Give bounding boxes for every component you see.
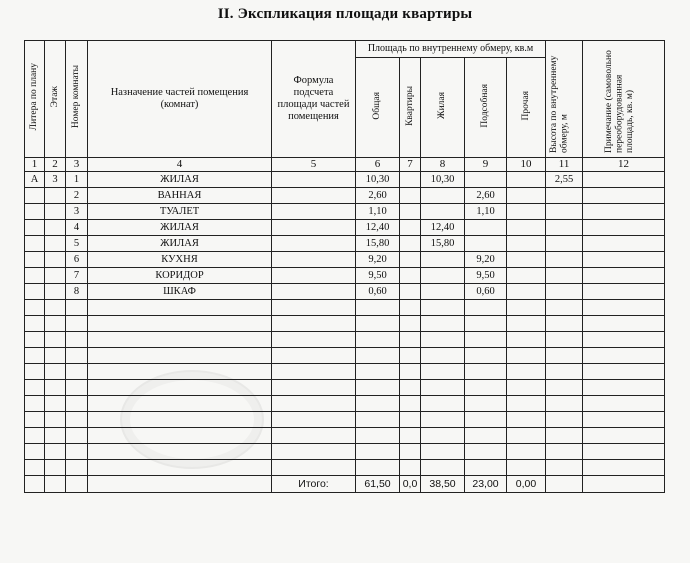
empty-cell (66, 460, 88, 476)
empty-cell (88, 460, 272, 476)
empty-cell (400, 412, 421, 428)
header-podsobnaya: Подсобная (465, 58, 507, 158)
cell-formula (272, 284, 356, 300)
cell-litera (25, 204, 45, 220)
cell-prochaya (507, 204, 546, 220)
empty-cell (465, 396, 507, 412)
totals-row (25, 476, 665, 493)
empty-cell (356, 428, 400, 444)
cell-zhilaya (421, 204, 465, 220)
empty-cell (66, 380, 88, 396)
column-number-row (25, 158, 665, 172)
empty-cell (421, 332, 465, 348)
empty-cell (45, 428, 66, 444)
cell-vysota (546, 284, 583, 300)
empty-cell (272, 412, 356, 428)
header-vysota: Высота по внутреннему обмеру, м (546, 41, 583, 158)
empty-cell (88, 300, 272, 316)
cell-prochaya (507, 268, 546, 284)
empty-cell (272, 380, 356, 396)
empty-cell (88, 396, 272, 412)
empty-cell (25, 364, 45, 380)
empty-row (25, 316, 665, 332)
cell-kvartiry (400, 172, 421, 188)
empty-cell (507, 396, 546, 412)
header-litera: Литера по плану (25, 41, 45, 158)
empty-row (25, 380, 665, 396)
empty-cell (421, 444, 465, 460)
cell-formula (272, 204, 356, 220)
header-ploshad-group: Площадь по внутреннему обмеру, кв.м (356, 41, 546, 58)
empty-cell (25, 412, 45, 428)
cell-prochaya (507, 172, 546, 188)
empty-cell (66, 348, 88, 364)
table-row (25, 284, 665, 300)
empty-cell (25, 300, 45, 316)
cell-obshaya: 12,40 (356, 220, 400, 236)
empty-cell (421, 460, 465, 476)
cell-naznachenie: ЖИЛАЯ (88, 172, 272, 188)
empty-cell (400, 332, 421, 348)
empty-cell (356, 348, 400, 364)
empty-cell (88, 316, 272, 332)
cell-nomer: 8 (66, 284, 88, 300)
empty-cell (583, 380, 665, 396)
cell-primechanie (583, 284, 665, 300)
total-kvartiry: 0,0 (400, 476, 421, 493)
empty-cell (421, 428, 465, 444)
empty-cell (507, 380, 546, 396)
cell-formula (272, 268, 356, 284)
empty-cell (583, 348, 665, 364)
empty-row (25, 332, 665, 348)
empty-cell (546, 348, 583, 364)
cell-obshaya: 9,20 (356, 252, 400, 268)
cell-litera (25, 188, 45, 204)
empty-cell (400, 316, 421, 332)
empty-cell (356, 380, 400, 396)
empty-cell (421, 396, 465, 412)
empty-cell (25, 332, 45, 348)
empty-cell (88, 364, 272, 380)
cell-zhilaya (421, 284, 465, 300)
empty-cell (583, 300, 665, 316)
empty-cell (507, 364, 546, 380)
empty-cell (66, 396, 88, 412)
empty-cell (356, 396, 400, 412)
empty-cell (507, 332, 546, 348)
empty-cell (507, 428, 546, 444)
col-number: 12 (583, 158, 665, 172)
empty-cell (421, 412, 465, 428)
col-number: 3 (66, 158, 88, 172)
cell-zhilaya: 12,40 (421, 220, 465, 236)
cell-podsobnaya: 0,60 (465, 284, 507, 300)
header-naznachenie: Назначение частей помещения (комнат) (88, 41, 272, 158)
table-row (25, 268, 665, 284)
total-obshaya: 61,50 (356, 476, 400, 493)
page-title: II. Экспликация площади квартиры (217, 6, 473, 22)
cell-vysota (546, 220, 583, 236)
empty-cell (45, 348, 66, 364)
empty-cell (507, 316, 546, 332)
empty-cell (583, 332, 665, 348)
cell-zhilaya: 15,80 (421, 236, 465, 252)
empty-cell (272, 460, 356, 476)
cell-prochaya (507, 236, 546, 252)
cell-kvartiry (400, 236, 421, 252)
empty-cell (272, 332, 356, 348)
cell-naznachenie: ВАННАЯ (88, 188, 272, 204)
empty-cell (465, 348, 507, 364)
cell-formula (272, 236, 356, 252)
cell-primechanie (583, 236, 665, 252)
cell-kvartiry (400, 188, 421, 204)
empty-cell (45, 332, 66, 348)
cell-formula (272, 172, 356, 188)
empty-cell (25, 380, 45, 396)
empty-cell (88, 476, 272, 493)
table-row (25, 188, 665, 204)
cell-obshaya: 0,60 (356, 284, 400, 300)
empty-cell (272, 364, 356, 380)
empty-cell (465, 364, 507, 380)
empty-cell (66, 428, 88, 444)
empty-cell (25, 428, 45, 444)
cell-litera (25, 236, 45, 252)
cell-vysota (546, 188, 583, 204)
table-row (25, 204, 665, 220)
empty-cell (356, 444, 400, 460)
empty-cell (25, 348, 45, 364)
cell-prochaya (507, 252, 546, 268)
empty-cell (421, 348, 465, 364)
empty-cell (66, 364, 88, 380)
empty-cell (583, 476, 665, 493)
cell-obshaya: 10,30 (356, 172, 400, 188)
header-nomer: Номер комнаты (66, 41, 88, 158)
empty-cell (400, 380, 421, 396)
cell-naznachenie: ШКАФ (88, 284, 272, 300)
empty-cell (421, 380, 465, 396)
empty-cell (45, 364, 66, 380)
cell-podsobnaya: 9,20 (465, 252, 507, 268)
empty-cell (546, 300, 583, 316)
empty-cell (45, 300, 66, 316)
cell-litera (25, 268, 45, 284)
cell-podsobnaya: 9,50 (465, 268, 507, 284)
cell-nomer: 2 (66, 188, 88, 204)
empty-cell (45, 444, 66, 460)
cell-podsobnaya (465, 172, 507, 188)
empty-cell (272, 396, 356, 412)
cell-primechanie (583, 172, 665, 188)
empty-cell (356, 364, 400, 380)
cell-etazh (45, 236, 66, 252)
empty-cell (88, 348, 272, 364)
empty-row (25, 428, 665, 444)
empty-cell (356, 300, 400, 316)
empty-cell (507, 460, 546, 476)
empty-cell (25, 460, 45, 476)
cell-primechanie (583, 188, 665, 204)
header-prochaya: Прочая (507, 58, 546, 158)
cell-zhilaya: 10,30 (421, 172, 465, 188)
cell-primechanie (583, 220, 665, 236)
empty-cell (356, 332, 400, 348)
cell-litera (25, 252, 45, 268)
empty-cell (272, 444, 356, 460)
empty-cell (400, 300, 421, 316)
empty-cell (88, 444, 272, 460)
empty-cell (465, 316, 507, 332)
cell-primechanie (583, 268, 665, 284)
empty-cell (507, 412, 546, 428)
total-prochaya: 0,00 (507, 476, 546, 493)
empty-cell (400, 428, 421, 444)
cell-zhilaya (421, 188, 465, 204)
cell-etazh (45, 220, 66, 236)
empty-cell (45, 380, 66, 396)
cell-podsobnaya: 1,10 (465, 204, 507, 220)
cell-kvartiry (400, 268, 421, 284)
empty-cell (421, 364, 465, 380)
col-number: 1 (25, 158, 45, 172)
col-number: 10 (507, 158, 546, 172)
empty-cell (66, 476, 88, 493)
total-zhilaya: 38,50 (421, 476, 465, 493)
cell-nomer: 7 (66, 268, 88, 284)
empty-cell (465, 444, 507, 460)
table-row (25, 236, 665, 252)
empty-cell (25, 396, 45, 412)
cell-naznachenie: ЖИЛАЯ (88, 236, 272, 252)
col-number: 9 (465, 158, 507, 172)
empty-cell (400, 460, 421, 476)
empty-cell (546, 332, 583, 348)
empty-cell (465, 380, 507, 396)
header-obshaya: Общая (356, 58, 400, 158)
empty-cell (272, 300, 356, 316)
empty-cell (25, 476, 45, 493)
empty-cell (465, 412, 507, 428)
empty-row (25, 444, 665, 460)
empty-cell (583, 428, 665, 444)
empty-cell (546, 412, 583, 428)
col-number: 8 (421, 158, 465, 172)
empty-cell (465, 332, 507, 348)
cell-prochaya (507, 284, 546, 300)
empty-cell (546, 476, 583, 493)
empty-cell (400, 364, 421, 380)
empty-cell (356, 412, 400, 428)
cell-podsobnaya (465, 236, 507, 252)
empty-cell (507, 300, 546, 316)
empty-row (25, 348, 665, 364)
empty-cell (546, 444, 583, 460)
cell-obshaya: 15,80 (356, 236, 400, 252)
empty-cell (583, 444, 665, 460)
cell-etazh (45, 252, 66, 268)
col-number: 11 (546, 158, 583, 172)
cell-primechanie (583, 204, 665, 220)
cell-podsobnaya: 2,60 (465, 188, 507, 204)
col-number: 5 (272, 158, 356, 172)
cell-prochaya (507, 188, 546, 204)
cell-zhilaya (421, 268, 465, 284)
cell-nomer: 3 (66, 204, 88, 220)
table-row (25, 252, 665, 268)
cell-vysota (546, 204, 583, 220)
cell-etazh (45, 204, 66, 220)
empty-cell (272, 428, 356, 444)
empty-cell (583, 316, 665, 332)
empty-cell (583, 412, 665, 428)
cell-formula (272, 220, 356, 236)
empty-cell (88, 380, 272, 396)
empty-cell (356, 316, 400, 332)
empty-row (25, 300, 665, 316)
cell-kvartiry (400, 284, 421, 300)
empty-cell (507, 444, 546, 460)
empty-cell (66, 316, 88, 332)
total-podsobnaya: 23,00 (465, 476, 507, 493)
empty-cell (546, 316, 583, 332)
header-zhilaya: Жилая (421, 58, 465, 158)
cell-prochaya (507, 220, 546, 236)
cell-nomer: 4 (66, 220, 88, 236)
cell-kvartiry (400, 220, 421, 236)
empty-cell (88, 332, 272, 348)
empty-cell (45, 460, 66, 476)
cell-kvartiry (400, 204, 421, 220)
cell-zhilaya (421, 252, 465, 268)
cell-kvartiry (400, 252, 421, 268)
empty-cell (66, 332, 88, 348)
cell-etazh: 3 (45, 172, 66, 188)
totals-label: Итого: (272, 476, 356, 493)
cell-vysota (546, 236, 583, 252)
cell-vysota (546, 268, 583, 284)
cell-obshaya: 9,50 (356, 268, 400, 284)
empty-cell (272, 316, 356, 332)
empty-cell (66, 412, 88, 428)
empty-cell (583, 364, 665, 380)
cell-obshaya: 1,10 (356, 204, 400, 220)
empty-cell (583, 396, 665, 412)
empty-cell (400, 396, 421, 412)
empty-cell (546, 460, 583, 476)
empty-cell (88, 428, 272, 444)
empty-row (25, 396, 665, 412)
cell-podsobnaya (465, 220, 507, 236)
header-primechanie: Примечание (самовольно переоборудованная площадь, кв. м) (583, 41, 665, 158)
empty-row (25, 460, 665, 476)
cell-nomer: 1 (66, 172, 88, 188)
cell-litera (25, 284, 45, 300)
cell-primechanie (583, 252, 665, 268)
table-body (25, 172, 665, 493)
cell-naznachenie: ЖИЛАЯ (88, 220, 272, 236)
header-kvartiry: Квартиры (400, 58, 421, 158)
empty-row (25, 412, 665, 428)
col-number: 2 (45, 158, 66, 172)
explication-table (24, 40, 665, 493)
cell-litera (25, 220, 45, 236)
table-row (25, 220, 665, 236)
header-formula: Формула подсчета площади частей помещения (272, 41, 356, 158)
empty-cell (546, 380, 583, 396)
cell-etazh (45, 284, 66, 300)
empty-cell (546, 364, 583, 380)
cell-naznachenie: КОРИДОР (88, 268, 272, 284)
table-row (25, 172, 665, 188)
empty-cell (465, 460, 507, 476)
empty-cell (583, 460, 665, 476)
empty-cell (88, 412, 272, 428)
empty-cell (546, 428, 583, 444)
header-etazh: Этаж (45, 41, 66, 158)
empty-cell (507, 348, 546, 364)
cell-vysota (546, 252, 583, 268)
cell-naznachenie: КУХНЯ (88, 252, 272, 268)
empty-cell (356, 460, 400, 476)
empty-cell (421, 300, 465, 316)
empty-cell (45, 476, 66, 493)
cell-nomer: 5 (66, 236, 88, 252)
cell-etazh (45, 268, 66, 284)
empty-cell (66, 444, 88, 460)
empty-cell (25, 316, 45, 332)
cell-nomer: 6 (66, 252, 88, 268)
cell-etazh (45, 188, 66, 204)
cell-formula (272, 252, 356, 268)
col-number: 6 (356, 158, 400, 172)
col-number: 7 (400, 158, 421, 172)
cell-vysota: 2,55 (546, 172, 583, 188)
cell-obshaya: 2,60 (356, 188, 400, 204)
empty-cell (421, 316, 465, 332)
empty-cell (25, 444, 45, 460)
empty-row (25, 364, 665, 380)
empty-cell (400, 348, 421, 364)
col-number: 4 (88, 158, 272, 172)
empty-cell (66, 300, 88, 316)
empty-cell (465, 428, 507, 444)
empty-cell (400, 444, 421, 460)
cell-formula (272, 188, 356, 204)
empty-cell (465, 300, 507, 316)
empty-cell (45, 316, 66, 332)
cell-litera: А (25, 172, 45, 188)
empty-cell (272, 348, 356, 364)
empty-cell (546, 396, 583, 412)
empty-cell (45, 412, 66, 428)
cell-naznachenie: ТУАЛЕТ (88, 204, 272, 220)
empty-cell (45, 396, 66, 412)
